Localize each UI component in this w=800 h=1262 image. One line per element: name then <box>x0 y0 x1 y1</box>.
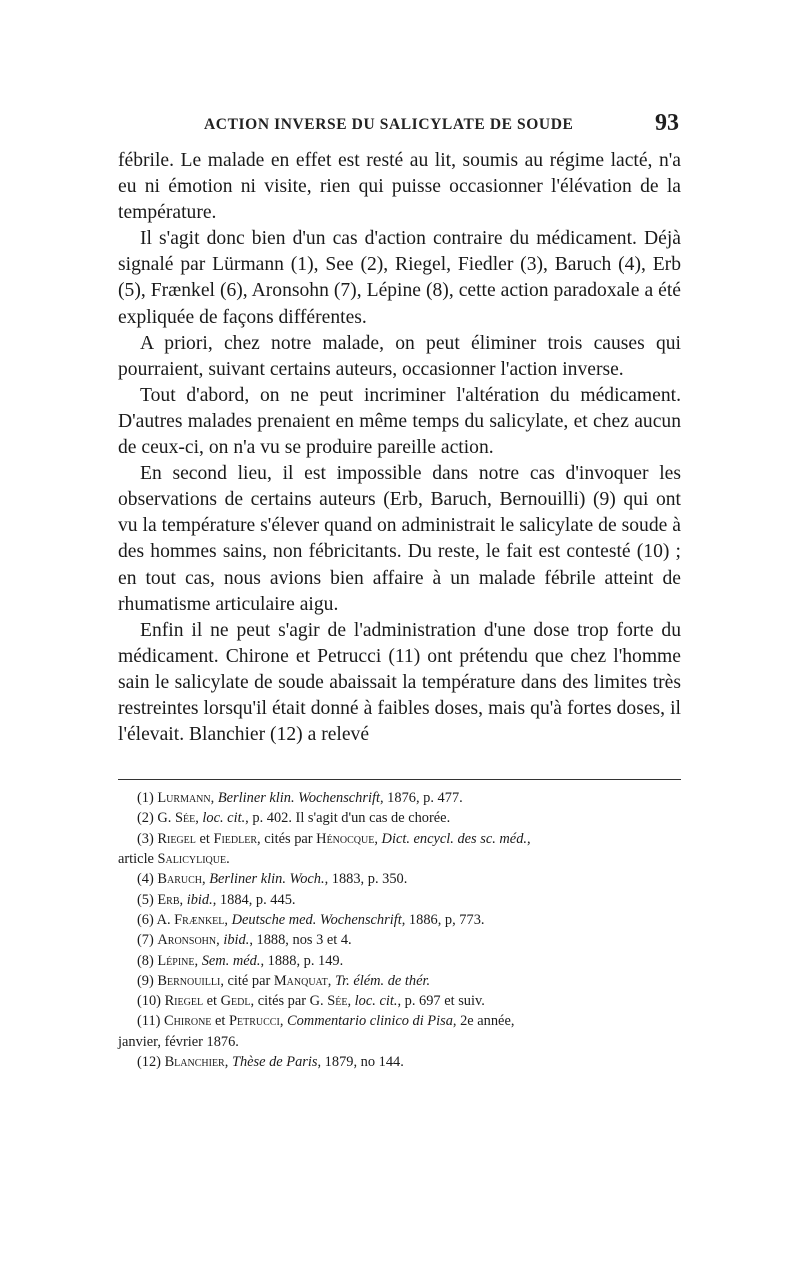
footnote: (2) G. Sée, loc. cit., p. 402. Il s'agit d'un cas de chorée. <box>137 810 451 827</box>
body-paragraph: Enfin il ne peut s'agir de l'administration d'une dose trop forte du médicament. Chirone et Petrucci (11) ont prétendu que chez l'homme sain le salicylate de soude abaissait la température dans des limites très restreintes lorsqu'il était donné à faibles doses, mais qu'à fortes doses, il l'élevait. Blanchier (12) a relevé <box>118 619 681 746</box>
footnote: article Salicylique. <box>118 851 230 868</box>
footnote: (11) Chirone et Petrucci, Commentario clinico di Pisa, 2e année, <box>137 1013 515 1030</box>
footnotes <box>118 788 681 1072</box>
page-number: 93 <box>655 110 679 136</box>
footnote: janvier, février 1876. <box>118 1033 239 1050</box>
body-paragraph: A priori, chez notre malade, on peut éliminer trois causes qui pourraient, suivant certains auteurs, occasionner l'action inverse. <box>118 332 681 380</box>
body-paragraph: En second lieu, il est impossible dans notre cas d'invoquer les observations de certains auteurs (Erb, Baruch, Bernouilli) (9) qui ont vu la température s'élever quand on administrait le salicylate de soude à des hommes sains, non fébricitants. Du reste, le fait est contesté (10) ; en tout cas, nous avions bien affaire à un malade fébrile atteint de rhumatisme articulaire aigu. <box>118 463 681 615</box>
footnote: (10) Riegel et Gedl, cités par G. Sée, loc. cit., p. 697 et suiv. <box>137 993 485 1010</box>
footnote: (9) Bernouilli, cité par Manquat, Tr. élém. de thér. <box>137 972 431 989</box>
body-text <box>118 148 681 748</box>
running-head: ACTION INVERSE DU SALICYLATE DE SOUDE <box>204 116 574 133</box>
footnote: (1) Lurmann, Berliner klin. Wochenschrift, 1876, p. 477. <box>137 790 463 807</box>
footnote: (3) Riegel et Fiedler, cités par Hénocque, Dict. encycl. des sc. méd., <box>137 830 531 847</box>
footnote: (5) Erb, ibid., 1884, p. 445. <box>137 891 296 908</box>
page-header <box>118 108 681 148</box>
footnote: (12) Blanchier, Thèse de Paris, 1879, no 144. <box>137 1054 404 1071</box>
body-paragraph: Tout d'abord, on ne peut incriminer l'altération du médicament. D'autres malades prenaient en même temps du salicylate, et chez aucun de ceux-ci, on n'a vu se produire pareille action. <box>118 384 681 459</box>
footnote: (7) Aronsohn, ibid., 1888, nos 3 et 4. <box>137 932 352 949</box>
footnote: (8) Lépine, Sem. méd., 1888, p. 149. <box>137 952 344 969</box>
footnote: (4) Baruch, Berliner klin. Woch., 1883, p. 350. <box>137 871 408 888</box>
body-paragraph: fébrile. Le malade en effet est resté au lit, soumis au régime lacté, n'a eu ni émotion ni visite, rien qui puisse occasionner l'élévation de la température. <box>118 150 681 224</box>
footnote-rule <box>118 779 681 780</box>
footnote: (6) A. Frænkel, Deutsche med. Wochenschrift, 1886, p, 773. <box>137 911 485 928</box>
book-page <box>118 108 681 1072</box>
body-paragraph: Il s'agit donc bien d'un cas d'action contraire du médicament. Déjà signalé par Lürmann (1), See (2), Riegel, Fiedler (3), Baruch (4), Erb (5), Frænkel (6), Aronsohn (7), Lépine (8), cette action paradoxale a été expliquée de façons différentes. <box>118 228 681 328</box>
